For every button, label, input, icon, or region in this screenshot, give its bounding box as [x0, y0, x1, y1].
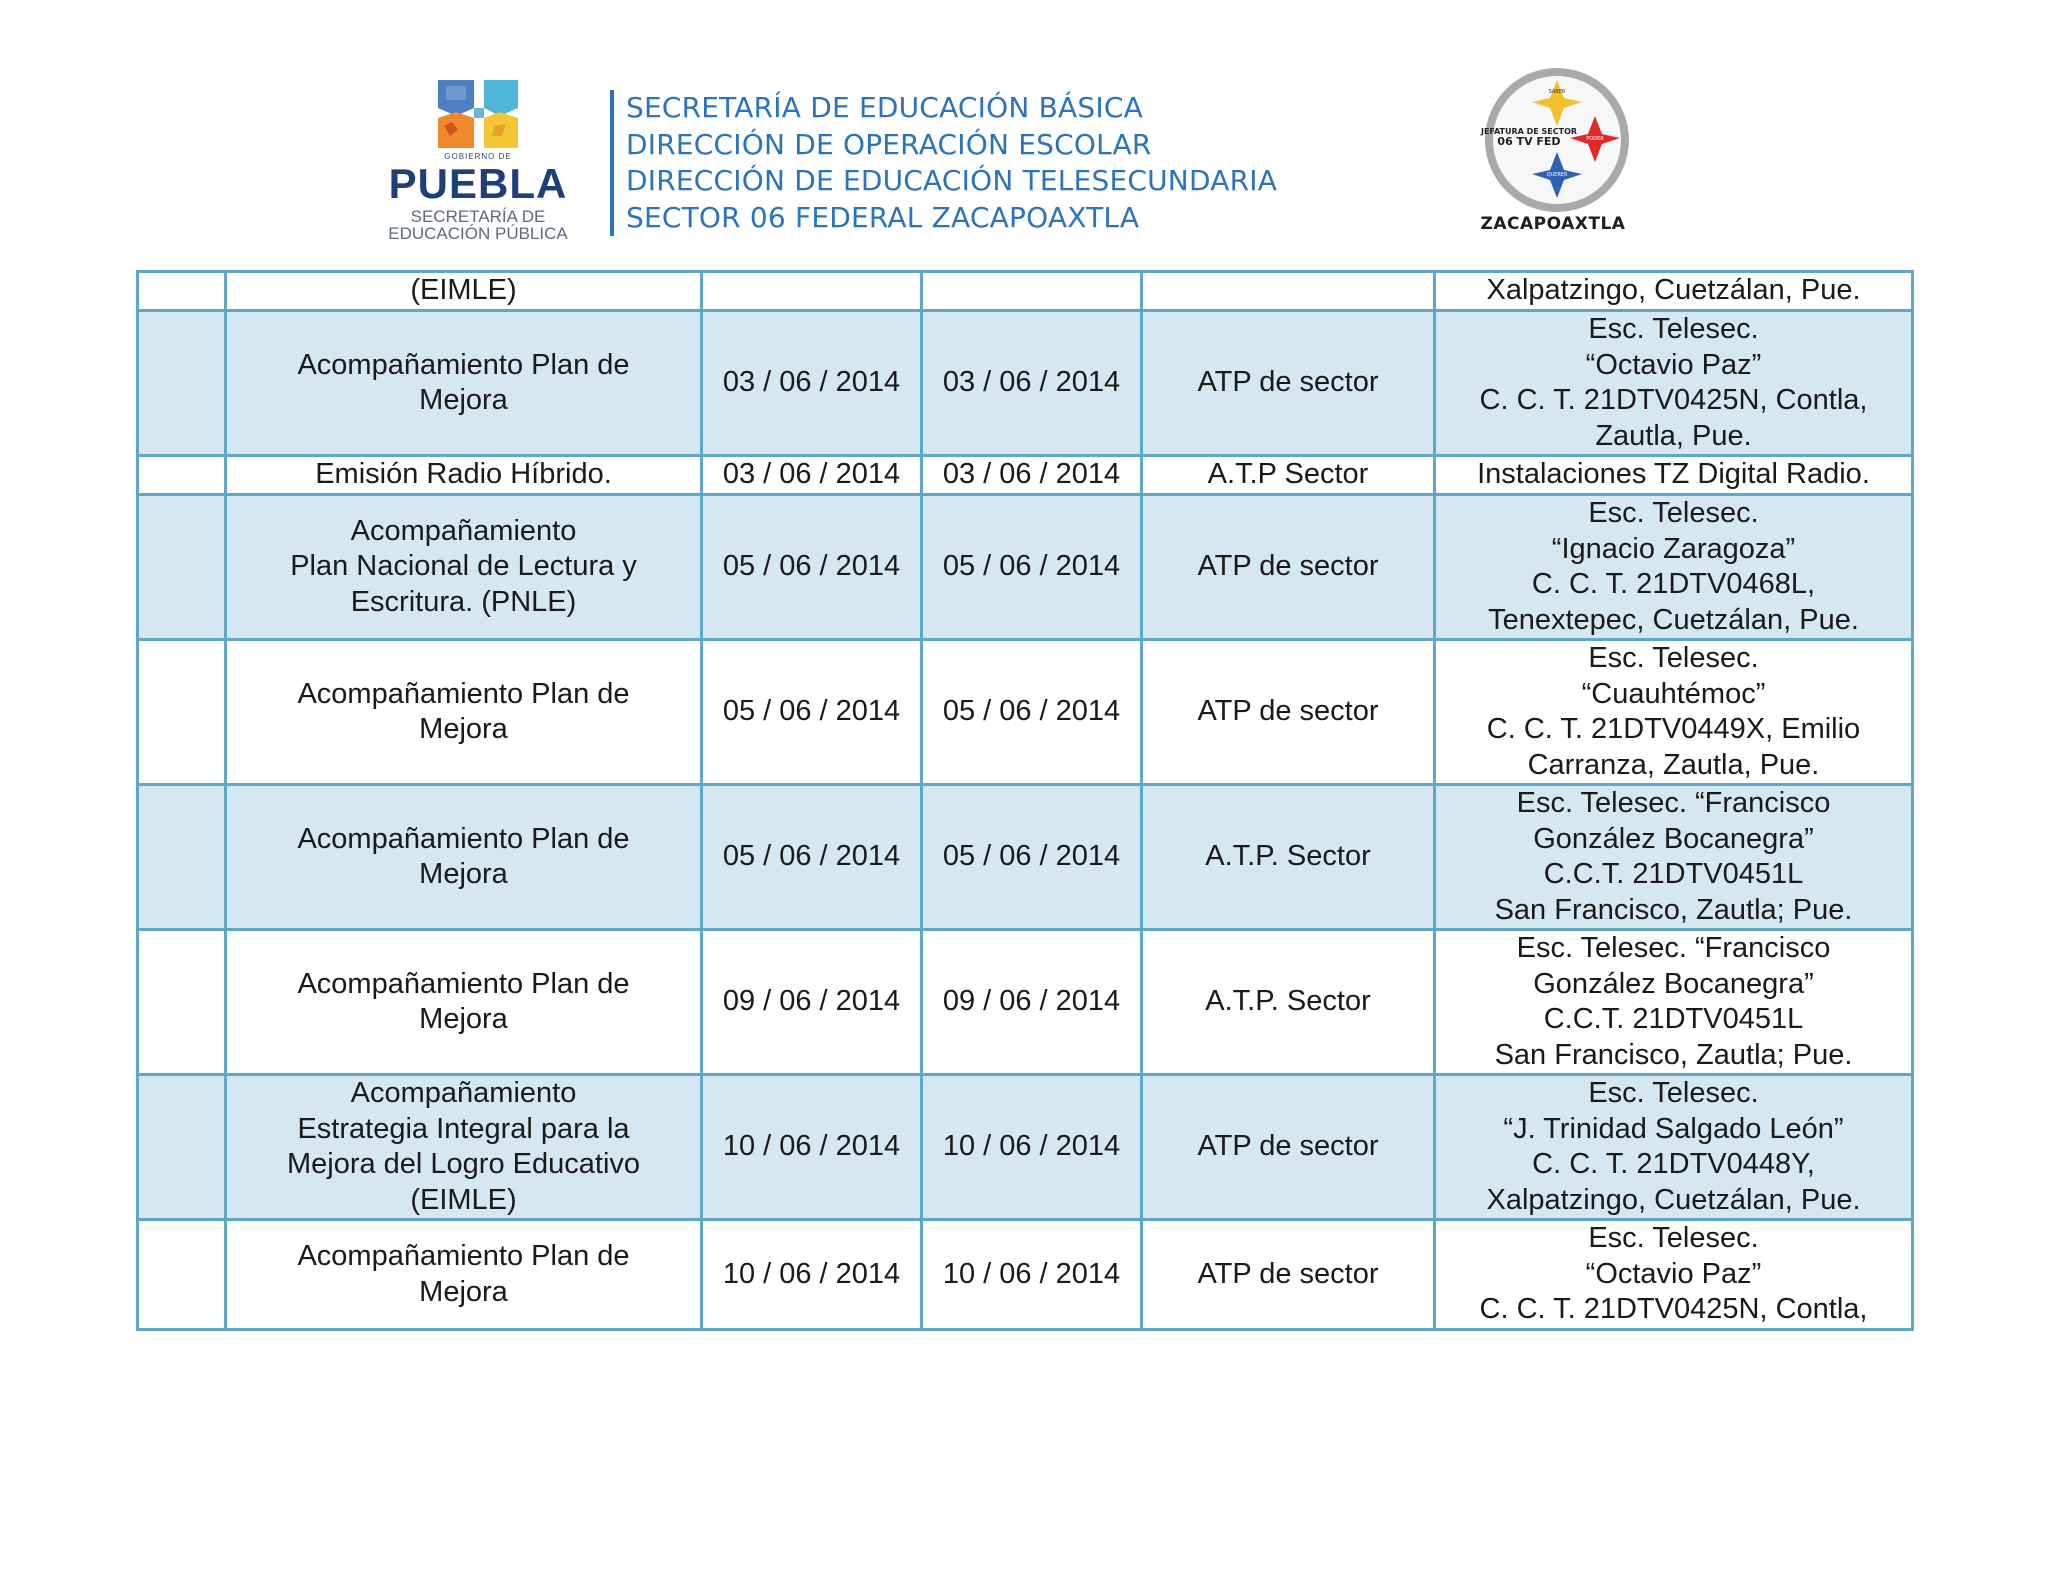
- activity-cell: (EIMLE): [226, 272, 702, 311]
- start-date-cell: 05 / 06 / 2014: [702, 785, 922, 930]
- row-number-cell: [138, 495, 226, 640]
- start-date-cell: 10 / 06 / 2014: [702, 1075, 922, 1220]
- svg-text:06 TV FED: 06 TV FED: [1497, 135, 1561, 148]
- activity-cell: Acompañamiento Plan de Mejora: [226, 1220, 702, 1330]
- activity-cell: Acompañamiento Estrategia Integral para la Mejora del Logro Educativo (EIMLE): [226, 1075, 702, 1220]
- end-date-cell: [922, 272, 1142, 311]
- responsible-cell: A.T.P Sector: [1142, 456, 1435, 495]
- header-titles: [626, 90, 1277, 236]
- start-date-cell: 03 / 06 / 2014: [702, 311, 922, 456]
- puebla-emblem-icon: [378, 78, 578, 158]
- responsible-cell: [1142, 272, 1435, 311]
- start-date-cell: 05 / 06 / 2014: [702, 495, 922, 640]
- start-date-cell: 09 / 06 / 2014: [702, 930, 922, 1075]
- row-number-cell: [138, 1075, 226, 1220]
- location-cell: Instalaciones TZ Digital Radio.: [1435, 456, 1913, 495]
- responsible-cell: A.T.P. Sector: [1142, 785, 1435, 930]
- gobierno-de-label: GOBIERNO DE: [444, 152, 512, 161]
- activities-table: [136, 270, 1914, 1331]
- sep-line-1: SECRETARÍA DE: [410, 207, 546, 226]
- end-date-cell: 03 / 06 / 2014: [922, 311, 1142, 456]
- row-number-cell: [138, 785, 226, 930]
- table-row: [138, 456, 1913, 495]
- end-date-cell: 05 / 06 / 2014: [922, 785, 1142, 930]
- location-cell: Esc. Telesec. “Francisco González Bocanegra” C.C.T. 21DTV0451L San Francisco, Zautla; Pue.: [1435, 930, 1913, 1075]
- row-number-cell: [138, 456, 226, 495]
- end-date-cell: 05 / 06 / 2014: [922, 495, 1142, 640]
- location-cell: Esc. Telesec. “Cuauhtémoc” C. C. T. 21DTV0449X, Emilio Carranza, Zautla, Pue.: [1435, 640, 1913, 785]
- svg-text:QUERER: QUERER: [1546, 172, 1568, 178]
- table-row: [138, 930, 1913, 1075]
- start-date-cell: [702, 272, 922, 311]
- responsible-cell: ATP de sector: [1142, 1220, 1435, 1330]
- activity-cell: Acompañamiento Plan de Mejora: [226, 640, 702, 785]
- table-row: [138, 495, 1913, 640]
- svg-text:SABER: SABER: [1548, 89, 1566, 95]
- location-cell: Xalpatzingo, Cuetzálan, Pue.: [1435, 272, 1913, 311]
- zacapoaxtla-wordmark: ZACAPOAXTLA: [1480, 214, 1626, 234]
- responsible-cell: ATP de sector: [1142, 495, 1435, 640]
- svg-text:JEFATURA DE SECTOR: JEFATURA DE SECTOR: [1480, 127, 1578, 136]
- activity-cell: Acompañamiento Plan de Mejora: [226, 785, 702, 930]
- responsible-cell: ATP de sector: [1142, 311, 1435, 456]
- row-number-cell: [138, 930, 226, 1075]
- row-number-cell: [138, 311, 226, 456]
- location-cell: Esc. Telesec. “Octavio Paz” C. C. T. 21DTV0425N, Contla,: [1435, 1220, 1913, 1330]
- responsible-cell: A.T.P. Sector: [1142, 930, 1435, 1075]
- table-row: [138, 785, 1913, 930]
- table-row: [138, 1075, 1913, 1220]
- responsible-cell: ATP de sector: [1142, 640, 1435, 785]
- row-number-cell: [138, 1220, 226, 1330]
- header-line-3: DIRECCIÓN DE EDUCACIÓN TELESECUNDARIA: [626, 164, 1278, 197]
- responsible-cell: ATP de sector: [1142, 1075, 1435, 1220]
- steelers-style-emblem-icon: [1458, 62, 1648, 212]
- end-date-cell: 10 / 06 / 2014: [922, 1220, 1142, 1330]
- puebla-sep-logo: [378, 78, 578, 243]
- row-number-cell: [138, 272, 226, 311]
- activity-cell: Emisión Radio Híbrido.: [226, 456, 702, 495]
- activity-cell: Acompañamiento Plan de Mejora: [226, 311, 702, 456]
- table-row: [138, 640, 1913, 785]
- table-row: [138, 272, 1913, 311]
- header-line-2: DIRECCIÓN DE OPERACIÓN ESCOLAR: [626, 127, 1152, 161]
- header-line-1: SECRETARÍA DE EDUCACIÓN BÁSICA: [626, 91, 1143, 124]
- location-cell: Esc. Telesec. “Francisco González Bocanegra” C.C.T. 21DTV0451L San Francisco, Zautla; Pue.: [1435, 785, 1913, 930]
- sector-06-logo: [1458, 62, 1648, 252]
- table-row: [138, 311, 1913, 456]
- end-date-cell: 10 / 06 / 2014: [922, 1075, 1142, 1220]
- header-line-4: SECTOR 06 FEDERAL ZACAPOAXTLA: [626, 200, 1140, 234]
- location-cell: Esc. Telesec. “Octavio Paz” C. C. T. 21DTV0425N, Contla, Zautla, Pue.: [1435, 311, 1913, 456]
- end-date-cell: 03 / 06 / 2014: [922, 456, 1142, 495]
- activity-cell: Acompañamiento Plan Nacional de Lectura y Escritura. (PNLE): [226, 495, 702, 640]
- location-cell: Esc. Telesec. “J. Trinidad Salgado León” C. C. T. 21DTV0448Y, Xalpatzingo, Cuetzálan, Pue.: [1435, 1075, 1913, 1220]
- end-date-cell: 05 / 06 / 2014: [922, 640, 1142, 785]
- start-date-cell: 05 / 06 / 2014: [702, 640, 922, 785]
- svg-text:PODER: PODER: [1586, 136, 1604, 142]
- header-divider: [610, 90, 614, 236]
- activity-cell: Acompañamiento Plan de Mejora: [226, 930, 702, 1075]
- sep-line-2: EDUCACIÓN PÚBLICA: [388, 224, 568, 243]
- table-row: [138, 1220, 1913, 1330]
- puebla-wordmark: PUEBLA: [388, 160, 568, 207]
- end-date-cell: 09 / 06 / 2014: [922, 930, 1142, 1075]
- location-cell: Esc. Telesec. “Ignacio Zaragoza” C. C. T. 21DTV0468L, Tenextepec, Cuetzálan, Pue.: [1435, 495, 1913, 640]
- start-date-cell: 03 / 06 / 2014: [702, 456, 922, 495]
- start-date-cell: 10 / 06 / 2014: [702, 1220, 922, 1330]
- row-number-cell: [138, 640, 226, 785]
